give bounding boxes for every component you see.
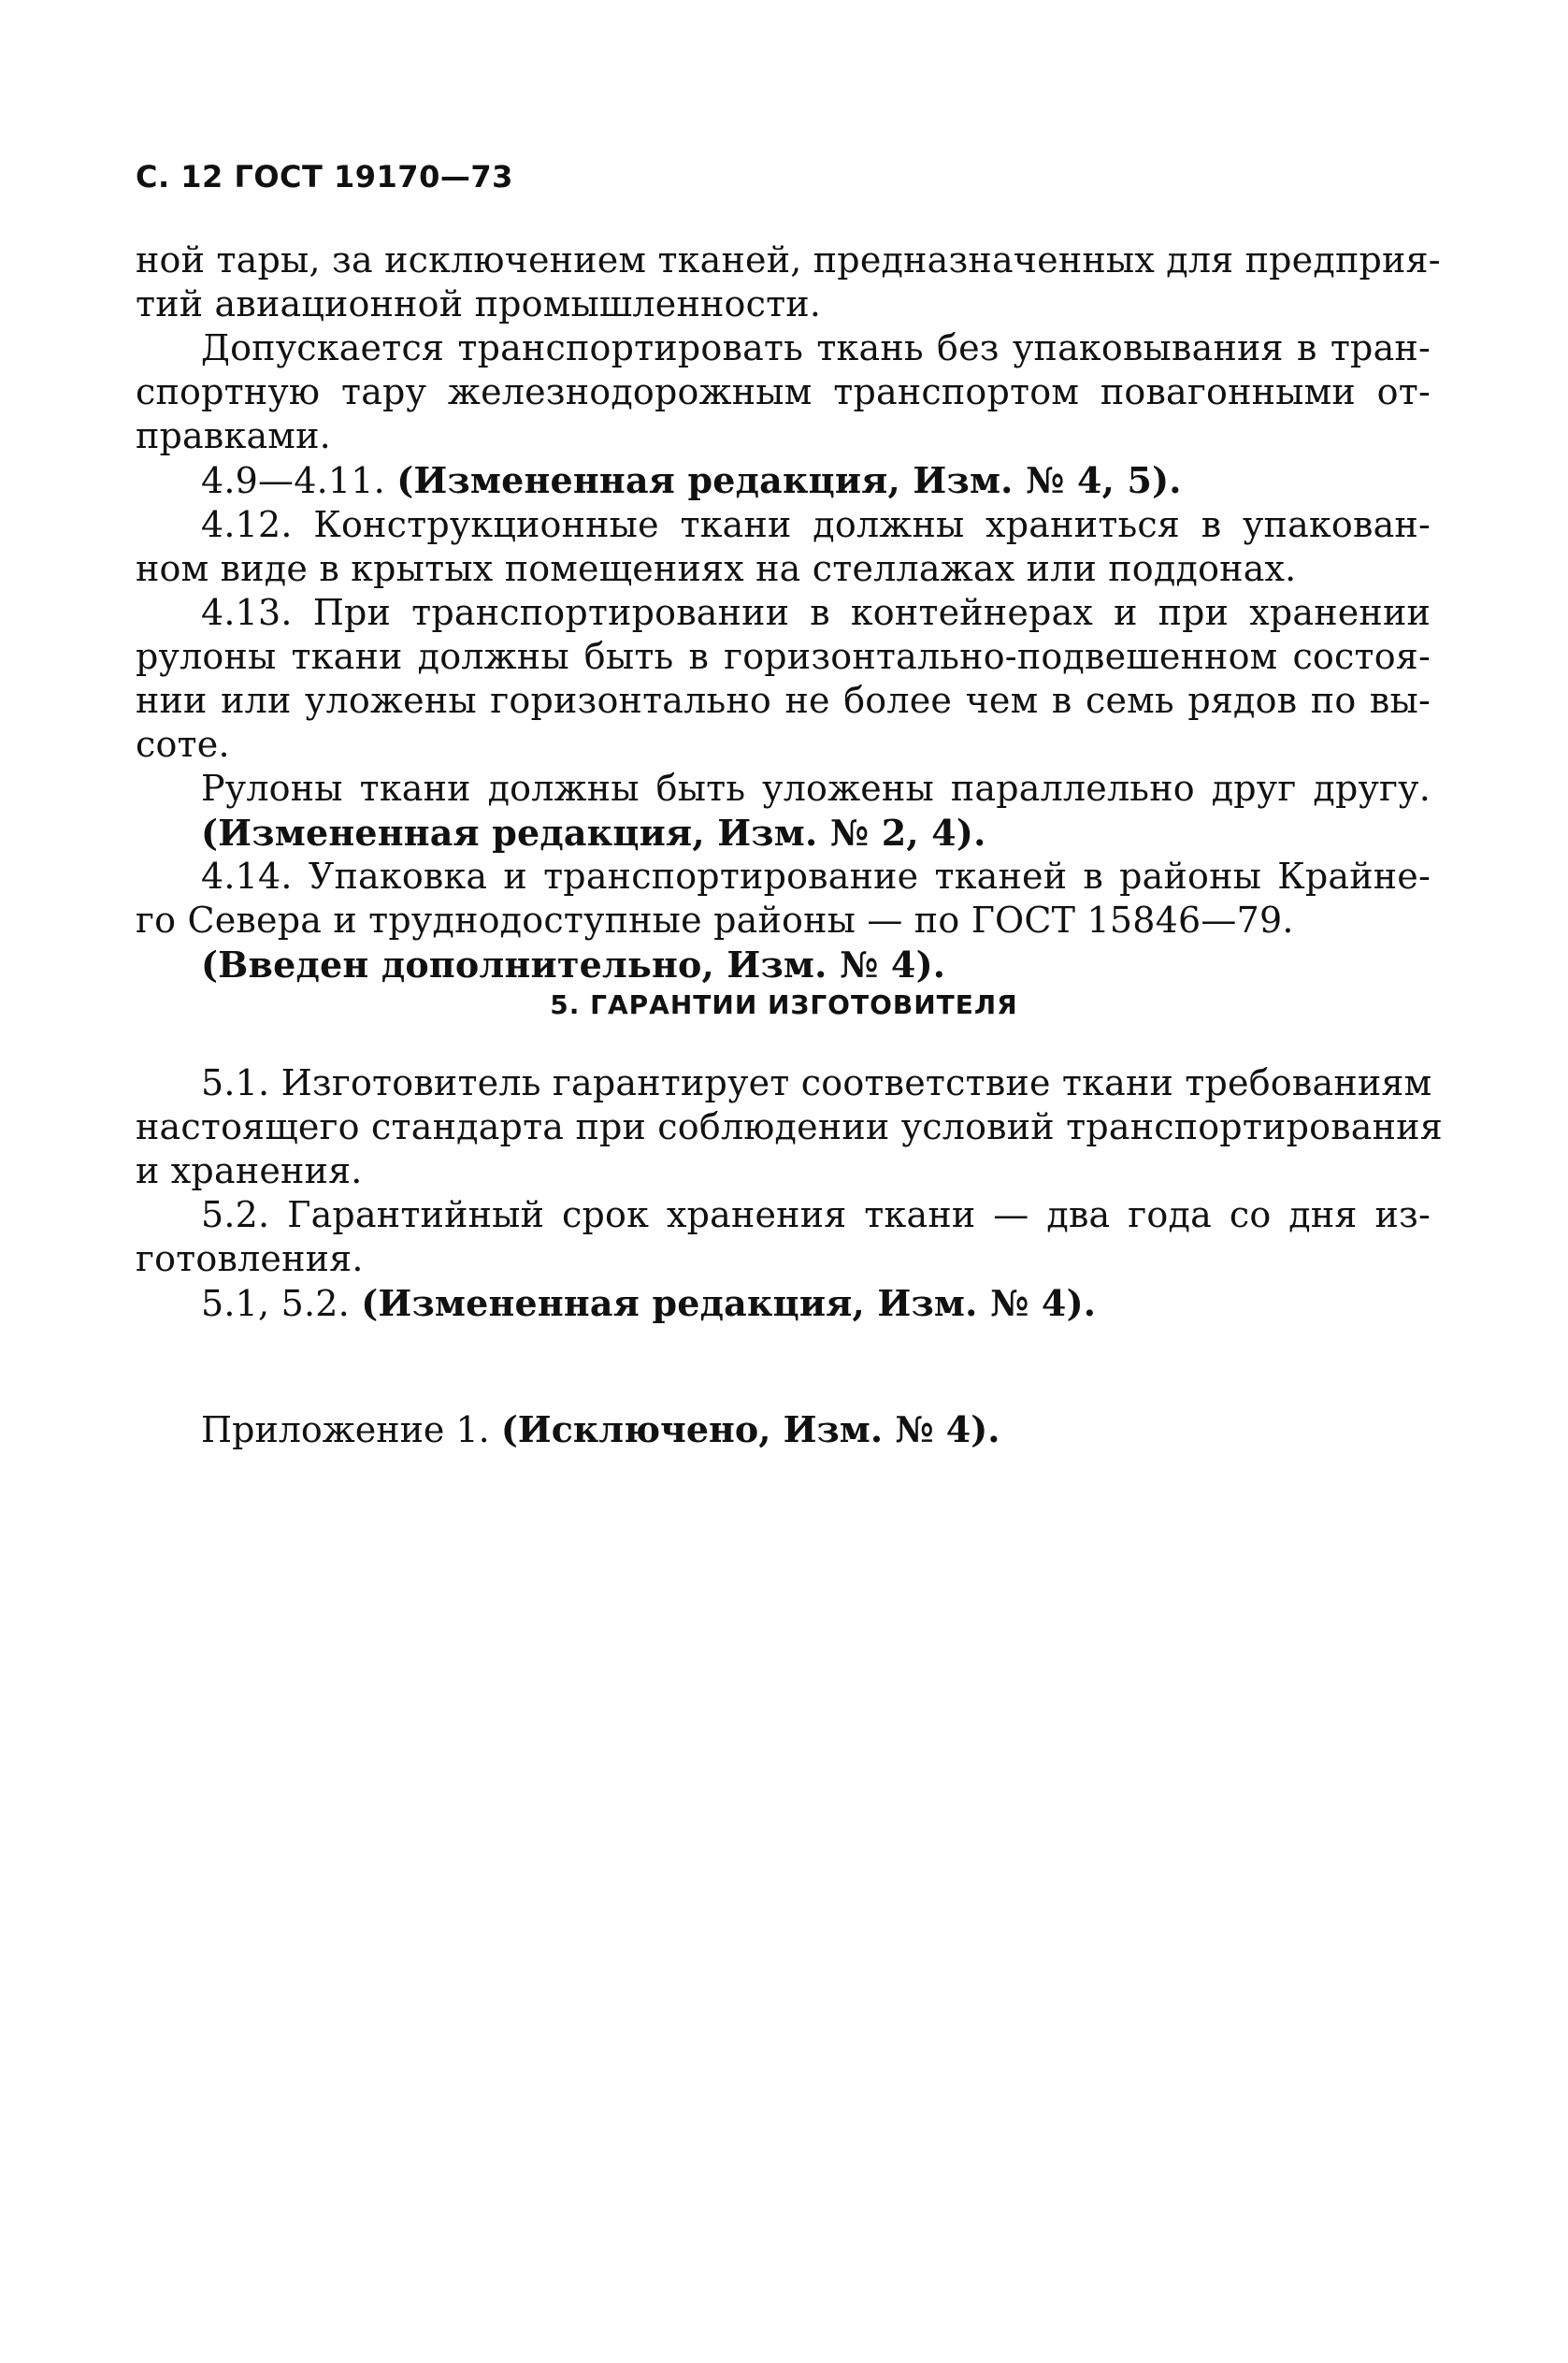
text-line: нии или уложены горизонтально не более чем в семь рядов по вы- xyxy=(136,680,1431,721)
appendix-status: (Исключено, Изм. № 4). xyxy=(500,1408,1000,1450)
text-line: 4.12. Конструкционные ткани должны храниться в упакован- xyxy=(201,504,1431,545)
amendment-note: (Измененная редакция, Изм. № 4, 5). xyxy=(396,459,1182,501)
text-line: правками. xyxy=(136,415,331,456)
text-line: и хранения. xyxy=(136,1150,363,1191)
text-line: го Севера и труднодоступные районы — по ГОСТ 15846—79. xyxy=(136,900,1294,941)
text-line: 5.1. Изготовитель гарантирует соответствие ткани требованиям xyxy=(201,1062,1432,1103)
text-line: Рулоны ткани должны быть уложены параллельно друг другу. xyxy=(201,768,1431,809)
section-5-text xyxy=(136,1061,1443,1326)
text-line: ной тары, за исключением тканей, предназначенных для предприя- xyxy=(136,239,1441,281)
text-line: соте. xyxy=(136,724,230,765)
text-line: рулоны ткани должны быть в горизонтально-подвешенном состоя- xyxy=(136,636,1431,677)
text-line: ном виде в крытых помещениях на стеллажах или поддонах. xyxy=(136,548,1297,589)
clause-number: 5.1, 5.2. xyxy=(201,1283,350,1324)
amendment-note: (Измененная редакция, Изм. № 4). xyxy=(361,1282,1097,1324)
text-line: тий авиационной промышленности. xyxy=(136,283,822,324)
clause-5-note xyxy=(136,1281,1431,1326)
amendment-note: (Измененная редакция, Изм. № 2, 4). xyxy=(201,812,986,854)
section-5-heading: 5. ГАРАНТИИ ИЗГОТОВИТЕЛЯ xyxy=(550,989,1018,1020)
text-line: спортную тару железнодорожным транспортом повагонными от- xyxy=(136,371,1431,412)
text-line: готовления. xyxy=(136,1238,364,1279)
amendment-note: (Введен дополнительно, Изм. № 4). xyxy=(201,944,946,986)
text-line: 5.2. Гарантийный срок хранения ткани — два года со дня из- xyxy=(201,1194,1431,1235)
section-4-text xyxy=(136,238,1441,987)
appendix-label: Приложение 1. xyxy=(201,1409,490,1450)
appendix-note xyxy=(201,1407,1000,1452)
page-header: С. 12 ГОСТ 19170—73 xyxy=(136,159,513,195)
clause-4-9-note xyxy=(136,458,1431,503)
text-line: Допускается транспортировать ткань без упаковывания в тран- xyxy=(201,327,1431,368)
text-line: 4.13. При транспортировании в контейнерах и при хранении xyxy=(201,592,1431,633)
text-line: настоящего стандарта при соблюдении условий транспортирования xyxy=(136,1106,1443,1147)
text-line: 4.14. Упаковка и транспортирование тканей в районы Крайне- xyxy=(201,856,1431,897)
clause-number: 4.9—4.11. xyxy=(201,460,385,501)
